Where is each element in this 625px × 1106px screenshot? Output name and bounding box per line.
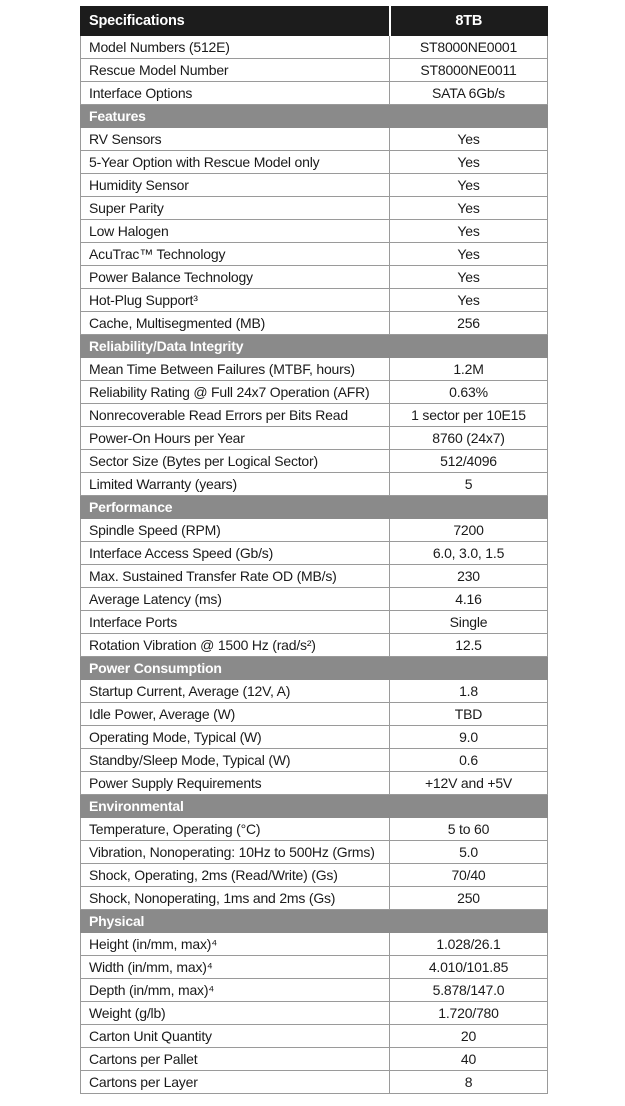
section-header-row	[81, 910, 548, 933]
section-header-row	[81, 496, 548, 519]
spec-value: 0.6	[390, 749, 548, 772]
table-row	[81, 864, 548, 887]
table-row	[81, 933, 548, 956]
spec-value: 230	[390, 565, 548, 588]
spec-value: 1 sector per 10E15	[390, 404, 548, 427]
spec-value: 5 to 60	[390, 818, 548, 841]
section-title-fill	[390, 910, 548, 933]
spec-value: +12V and +5V	[390, 772, 548, 795]
spec-value: TBD	[390, 703, 548, 726]
table-row	[81, 243, 548, 266]
table-row	[81, 703, 548, 726]
spec-value: 5.878/147.0	[390, 979, 548, 1002]
table-row	[81, 519, 548, 542]
spec-label: Reliability Rating @ Full 24x7 Operation (AFR)	[81, 381, 390, 404]
spec-label: Cache, Multisegmented (MB)	[81, 312, 390, 335]
spec-label: Model Numbers (512E)	[81, 36, 390, 59]
table-row	[81, 1025, 548, 1048]
table-row	[81, 358, 548, 381]
spec-value: 8760 (24x7)	[390, 427, 548, 450]
table-row	[81, 887, 548, 910]
section-title: Features	[81, 105, 390, 128]
spec-label: Power Balance Technology	[81, 266, 390, 289]
spec-label: Super Parity	[81, 197, 390, 220]
section-title-fill	[390, 795, 548, 818]
spec-label: Weight (g/lb)	[81, 1002, 390, 1025]
table-row	[81, 266, 548, 289]
table-row	[81, 151, 548, 174]
spec-value: ST8000NE0011	[390, 59, 548, 82]
table-row	[81, 818, 548, 841]
spec-value: 8	[390, 1071, 548, 1094]
spec-label: Hot-Plug Support³	[81, 289, 390, 312]
spec-label: Average Latency (ms)	[81, 588, 390, 611]
table-header-row	[81, 7, 548, 36]
table-row	[81, 1048, 548, 1071]
spec-label: Power-On Hours per Year	[81, 427, 390, 450]
spec-label: Low Halogen	[81, 220, 390, 243]
section-title: Performance	[81, 496, 390, 519]
section-title-fill	[390, 657, 548, 680]
spec-value: 20	[390, 1025, 548, 1048]
spec-label: Rotation Vibration @ 1500 Hz (rad/s²)	[81, 634, 390, 657]
spec-value: SATA 6Gb/s	[390, 82, 548, 105]
spec-label: Nonrecoverable Read Errors per Bits Read	[81, 404, 390, 427]
spec-label: Spindle Speed (RPM)	[81, 519, 390, 542]
spec-value: 250	[390, 887, 548, 910]
table-row	[81, 450, 548, 473]
spec-label: Interface Ports	[81, 611, 390, 634]
spec-label: Width (in/mm, max)⁴	[81, 956, 390, 979]
spec-label: Startup Current, Average (12V, A)	[81, 680, 390, 703]
table-row	[81, 1071, 548, 1094]
spec-value: 0.63%	[390, 381, 548, 404]
spec-value: 1.2M	[390, 358, 548, 381]
table-row	[81, 404, 548, 427]
section-title: Reliability/Data Integrity	[81, 335, 390, 358]
spec-label: 5-Year Option with Rescue Model only	[81, 151, 390, 174]
spec-label: Carton Unit Quantity	[81, 1025, 390, 1048]
section-title-fill	[390, 496, 548, 519]
table-row	[81, 381, 548, 404]
table-row	[81, 956, 548, 979]
table-row	[81, 128, 548, 151]
table-row	[81, 312, 548, 335]
table-body	[81, 36, 548, 1094]
spec-label: Interface Access Speed (Gb/s)	[81, 542, 390, 565]
section-title: Physical	[81, 910, 390, 933]
table-row	[81, 680, 548, 703]
section-header-row	[81, 657, 548, 680]
section-title-fill	[390, 105, 548, 128]
spec-label: Limited Warranty (years)	[81, 473, 390, 496]
section-title: Environmental	[81, 795, 390, 818]
spec-value: 4.010/101.85	[390, 956, 548, 979]
spec-label: Humidity Sensor	[81, 174, 390, 197]
spec-value: 9.0	[390, 726, 548, 749]
table-row	[81, 174, 548, 197]
spec-value: Yes	[390, 128, 548, 151]
table-row	[81, 82, 548, 105]
spec-label: Cartons per Layer	[81, 1071, 390, 1094]
section-title: Power Consumption	[81, 657, 390, 680]
spec-label: Operating Mode, Typical (W)	[81, 726, 390, 749]
spec-value: Yes	[390, 220, 548, 243]
spec-value: Yes	[390, 266, 548, 289]
spec-value: 1.8	[390, 680, 548, 703]
spec-label: Sector Size (Bytes per Logical Sector)	[81, 450, 390, 473]
spec-label: Rescue Model Number	[81, 59, 390, 82]
header-label: Specifications	[81, 7, 390, 36]
spec-label: RV Sensors	[81, 128, 390, 151]
spec-label: AcuTrac™ Technology	[81, 243, 390, 266]
table-row	[81, 36, 548, 59]
section-header-row	[81, 105, 548, 128]
section-title-fill	[390, 335, 548, 358]
table-row	[81, 565, 548, 588]
spec-label: Standby/Sleep Mode, Typical (W)	[81, 749, 390, 772]
spec-label: Shock, Operating, 2ms (Read/Write) (Gs)	[81, 864, 390, 887]
specifications-table	[80, 6, 548, 1094]
spec-label: Shock, Nonoperating, 1ms and 2ms (Gs)	[81, 887, 390, 910]
spec-label: Height (in/mm, max)⁴	[81, 933, 390, 956]
spec-label: Power Supply Requirements	[81, 772, 390, 795]
spec-value: 1.028/26.1	[390, 933, 548, 956]
spec-value: Yes	[390, 243, 548, 266]
spec-label: Idle Power, Average (W)	[81, 703, 390, 726]
table-row	[81, 59, 548, 82]
section-header-row	[81, 335, 548, 358]
spec-value: Single	[390, 611, 548, 634]
table-row	[81, 634, 548, 657]
spec-value: 6.0, 3.0, 1.5	[390, 542, 548, 565]
table-row	[81, 473, 548, 496]
spec-value: Yes	[390, 289, 548, 312]
spec-label: Interface Options	[81, 82, 390, 105]
spec-label: Mean Time Between Failures (MTBF, hours)	[81, 358, 390, 381]
header-capacity: 8TB	[390, 7, 548, 36]
spec-value: 5.0	[390, 841, 548, 864]
spec-value: Yes	[390, 197, 548, 220]
spec-value: 12.5	[390, 634, 548, 657]
spec-value: 256	[390, 312, 548, 335]
spec-label: Max. Sustained Transfer Rate OD (MB/s)	[81, 565, 390, 588]
section-header-row	[81, 795, 548, 818]
spec-value: 1.720/780	[390, 1002, 548, 1025]
spec-value: 7200	[390, 519, 548, 542]
table-row	[81, 542, 548, 565]
spec-value: Yes	[390, 174, 548, 197]
spec-value: 40	[390, 1048, 548, 1071]
table-row	[81, 979, 548, 1002]
spec-value: 512/4096	[390, 450, 548, 473]
spec-label: Cartons per Pallet	[81, 1048, 390, 1071]
table-row	[81, 220, 548, 243]
spec-value: ST8000NE0001	[390, 36, 548, 59]
spec-value: 4.16	[390, 588, 548, 611]
table-row	[81, 726, 548, 749]
table-row	[81, 611, 548, 634]
table-row	[81, 588, 548, 611]
spec-label: Depth (in/mm, max)⁴	[81, 979, 390, 1002]
table-row	[81, 1002, 548, 1025]
spec-value: 5	[390, 473, 548, 496]
spec-value: 70/40	[390, 864, 548, 887]
spec-label: Temperature, Operating (°C)	[81, 818, 390, 841]
table-row	[81, 427, 548, 450]
table-row	[81, 772, 548, 795]
table-row	[81, 841, 548, 864]
spec-label: Vibration, Nonoperating: 10Hz to 500Hz (Grms)	[81, 841, 390, 864]
table-row	[81, 197, 548, 220]
spec-value: Yes	[390, 151, 548, 174]
table-row	[81, 289, 548, 312]
table-row	[81, 749, 548, 772]
